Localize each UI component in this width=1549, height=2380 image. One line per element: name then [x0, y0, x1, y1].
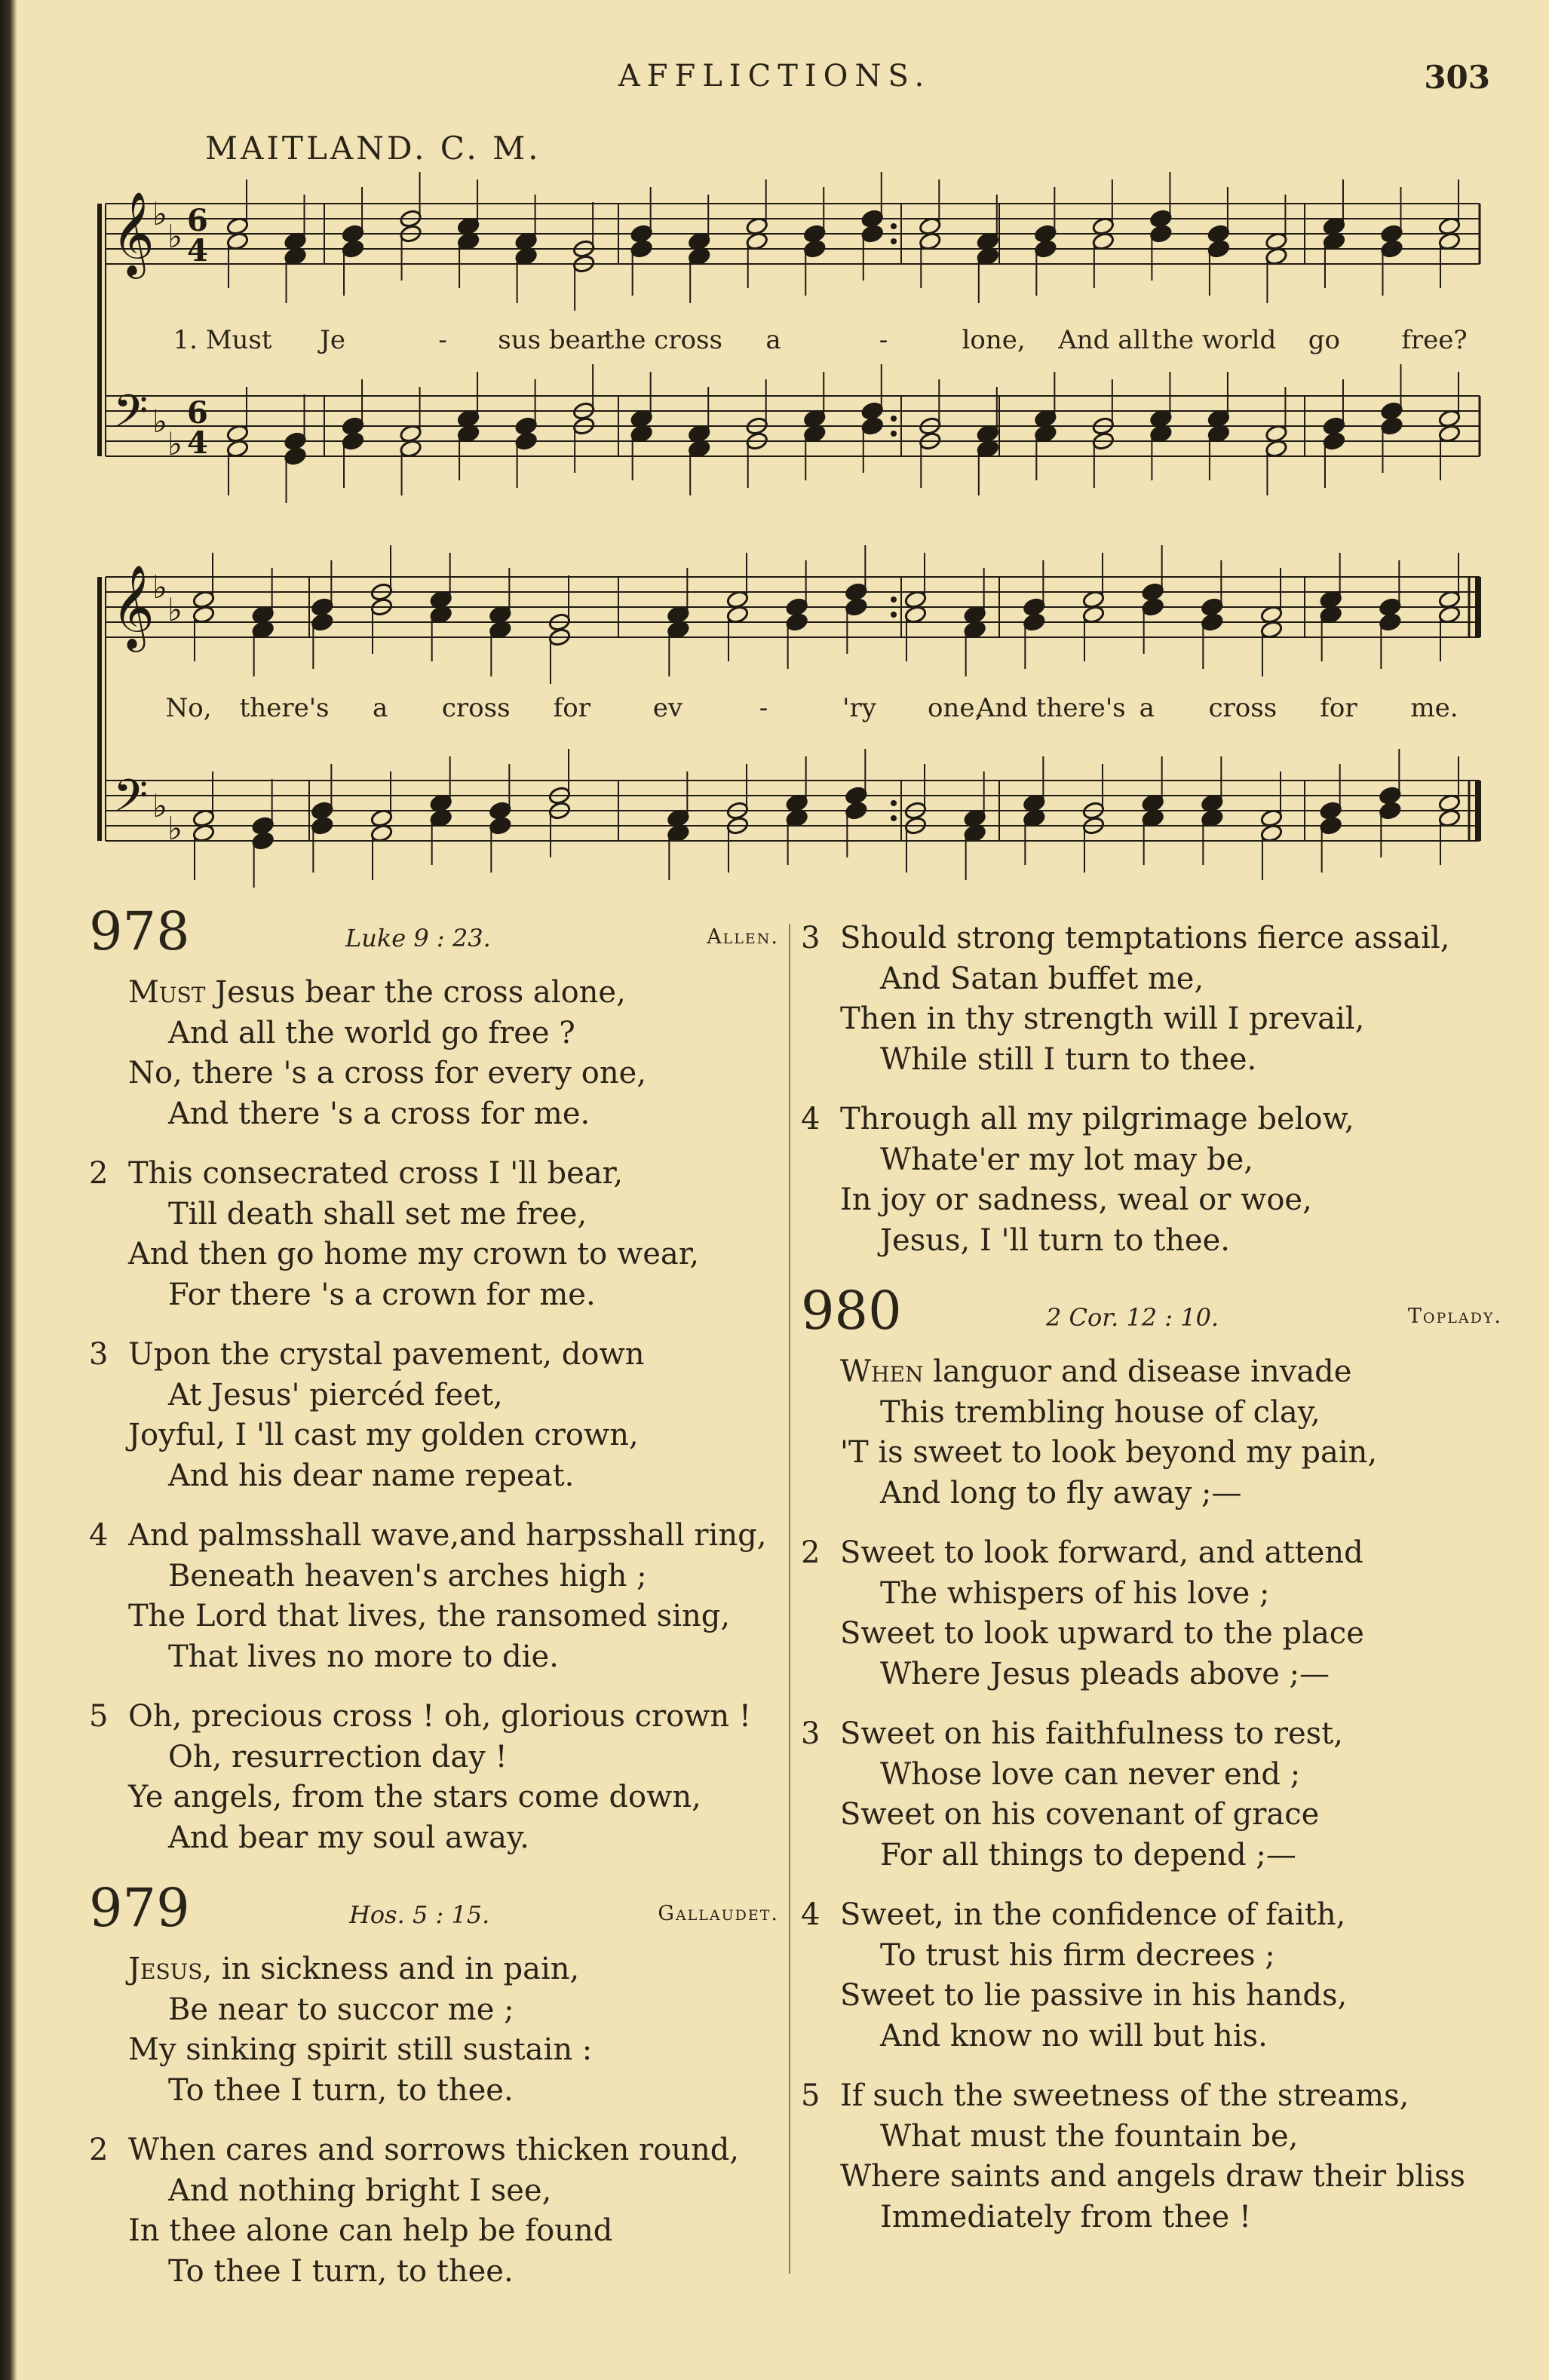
- verse-line: In thee alone can help be found: [128, 2213, 613, 2248]
- verse-line: The whispers of his love ;: [880, 1575, 1270, 1611]
- stanza-number: 2: [801, 1535, 821, 1570]
- verse-line: Ye angels, from the stars come down,: [128, 1780, 701, 1814]
- hymn-979: [89, 1878, 779, 2292]
- lyric-syllable: No,: [165, 693, 212, 723]
- hymn-978: [89, 901, 779, 1858]
- verse-line: To trust his firm decrees ;: [880, 1937, 1275, 1973]
- scripture-reference: Hos. 5 : 15.: [349, 1900, 490, 1929]
- lyric-syllable: -: [879, 325, 888, 355]
- lyric-syllable: there's: [239, 693, 330, 723]
- verse-line: Where saints and angels draw their bliss: [840, 2159, 1466, 2194]
- verse-line: Immediately from thee !: [880, 2199, 1252, 2234]
- verse-line: At Jesus' piercéd feet,: [168, 1377, 503, 1412]
- scripture-reference: 2 Cor. 12 : 10.: [1046, 1303, 1219, 1332]
- treble-notehead: [342, 224, 365, 244]
- left-column: [89, 901, 779, 2311]
- stanza-1: [801, 1352, 1502, 1514]
- stanza-5: [801, 2076, 1502, 2237]
- lyric-syllable: one,: [927, 693, 983, 723]
- verse-line: When cares and sorrows thicken round,: [128, 2133, 740, 2167]
- stanza-number: 4: [89, 1518, 109, 1553]
- bass-notehead: [1379, 786, 1402, 805]
- bass-clef-icon: 𝄢: [113, 769, 149, 833]
- treble-notehead: [1201, 597, 1224, 617]
- treble-notehead: [630, 224, 653, 244]
- bass-notehead: [489, 816, 512, 836]
- stanza-number: 5: [89, 1699, 109, 1734]
- stanza-2: [89, 1154, 779, 1315]
- repeat-dot: [891, 815, 897, 821]
- column-divider: [789, 924, 790, 2274]
- verse-line: To thee I turn, to thee.: [168, 2253, 514, 2289]
- verse-line: The Lord that lives, the ransomed sing,: [128, 1599, 731, 1633]
- treble-notehead: [803, 239, 827, 259]
- verse-line: In joy or sadness, weal or woe,: [840, 1182, 1312, 1217]
- bass-notehead: [284, 446, 307, 466]
- hymn-author: Allen.: [707, 925, 779, 949]
- verse-line: And all the world go free ?: [168, 1015, 575, 1050]
- lyric-syllable: free?: [1401, 325, 1468, 355]
- stanza-4: [801, 1100, 1502, 1261]
- stanza-number: 5: [801, 2078, 821, 2113]
- flat-icon: ♭: [167, 591, 183, 628]
- stanza-2: [801, 1533, 1502, 1695]
- verse-line: No, there 's a cross for every one,: [128, 1056, 647, 1090]
- verse-line: And palmsshall wave,and harpsshall ring,: [128, 1518, 767, 1553]
- lyric-syllable: And there's: [976, 693, 1126, 723]
- treble-notehead: [803, 224, 827, 244]
- verse-line: Should strong temptations fierce assail,: [840, 921, 1450, 955]
- bass-notehead: [1323, 416, 1346, 436]
- bass-time-denominator: 4: [187, 425, 208, 461]
- verse-line: And there 's a cross for me.: [168, 1096, 590, 1131]
- verse-line: And bear my soul away.: [168, 1820, 529, 1855]
- verse-line: And his dear name repeat.: [168, 1458, 575, 1493]
- bass-notehead: [489, 801, 512, 820]
- stanza-number: 4: [801, 1897, 821, 1932]
- bass-notehead: [860, 416, 884, 436]
- treble-notehead: [1379, 612, 1402, 632]
- right-column: [801, 919, 1502, 2257]
- lyric-syllable: And all: [1058, 325, 1150, 355]
- hymn-number: 978: [89, 900, 190, 962]
- lyric-syllable: lone,: [962, 325, 1026, 355]
- verse-line: Oh, precious cross ! oh, glorious crown !: [128, 1699, 751, 1734]
- music-score: [0, 0, 1549, 890]
- lyric-syllable: -: [759, 693, 768, 723]
- treble-notehead: [1207, 224, 1231, 244]
- section-header: AFFLICTIONS.: [618, 59, 931, 94]
- hymn-author: Gallaudet.: [658, 1902, 779, 1925]
- lyric-syllable: sus bear: [498, 325, 609, 355]
- repeat-dot: [891, 238, 897, 244]
- tune-title: MAITLAND. C. M.: [205, 130, 541, 167]
- verse-line: For all things to depend ;—: [880, 1837, 1296, 1872]
- bass-notehead: [1380, 401, 1403, 421]
- verse-line: And nothing bright I see,: [168, 2173, 552, 2208]
- hymn-author: Toplady.: [1407, 1305, 1502, 1328]
- stanza-3: [801, 919, 1502, 1080]
- lyric-syllable: 1. Must: [173, 325, 272, 355]
- treble-notehead: [1380, 224, 1403, 244]
- verse-line: Jesus, I 'll turn to thee.: [880, 1222, 1230, 1258]
- treble-time-denominator: 4: [187, 233, 208, 268]
- verse-line: Whose love can never end ;: [880, 1756, 1301, 1792]
- verse-line: Jesus, in sickness and in pain,: [128, 1952, 580, 1986]
- repeat-dot: [891, 416, 897, 422]
- stanza-3: [89, 1335, 779, 1496]
- bass-notehead: [342, 416, 365, 436]
- treble-notehead: [342, 239, 365, 259]
- verse-line: 'T is sweet to look beyond my pain,: [840, 1435, 1378, 1470]
- treble-clef-icon: 𝄞: [112, 564, 155, 649]
- verse-line: This consecrated cross I 'll bear,: [128, 1156, 624, 1191]
- verse-line: Till death shall set me free,: [168, 1196, 587, 1231]
- bass-notehead: [311, 801, 334, 820]
- flat-icon: ♭: [152, 195, 167, 232]
- bass-notehead: [845, 786, 868, 805]
- flat-icon: ♭: [152, 569, 167, 606]
- bass-notehead: [311, 816, 334, 836]
- bass-notehead: [1380, 416, 1403, 436]
- verse-line: To thee I turn, to thee.: [168, 2072, 514, 2108]
- treble-notehead: [1023, 597, 1046, 617]
- verse-line: And Satan buffet me,: [880, 961, 1204, 996]
- bass-time-numerator: 6: [187, 395, 208, 431]
- lyric-syllable: a: [1139, 693, 1155, 723]
- flat-icon: ♭: [167, 810, 183, 847]
- treble-notehead: [845, 597, 868, 617]
- verse-line: Sweet on his covenant of grace: [840, 1797, 1320, 1832]
- hymn-number: 979: [89, 1877, 190, 1939]
- treble-notehead: [1141, 582, 1164, 602]
- verse-line: Where Jesus pleads above ;—: [880, 1656, 1330, 1691]
- treble-notehead: [1379, 597, 1402, 617]
- bass-notehead: [251, 831, 275, 851]
- bass-notehead: [1319, 801, 1342, 820]
- verse-line: Sweet on his faithfulness to rest,: [840, 1716, 1343, 1751]
- bass-clef-icon: 𝄢: [113, 385, 149, 448]
- stanza-1: [89, 1949, 779, 2111]
- verse-line: Beneath heaven's arches high ;: [168, 1558, 647, 1593]
- verse-line: And know no will but his.: [880, 2018, 1268, 2053]
- flat-icon: ♭: [152, 403, 167, 440]
- bass-notehead: [251, 816, 275, 836]
- treble-notehead: [860, 209, 884, 228]
- verse-line: Sweet to look upward to the place: [840, 1616, 1364, 1651]
- stanza-number: 2: [89, 1156, 109, 1191]
- bass-notehead: [514, 431, 538, 451]
- stanza-number: 3: [89, 1337, 109, 1372]
- bass-notehead: [1323, 431, 1346, 451]
- repeat-dot: [891, 431, 897, 437]
- stanza-number: 4: [801, 1102, 821, 1136]
- flat-icon: ♭: [152, 787, 167, 824]
- lyric-syllable: the cross: [603, 325, 722, 355]
- verse-line: Joyful, I 'll cast my golden crown,: [128, 1418, 639, 1452]
- verse-line: Must Jesus bear the cross alone,: [128, 975, 626, 1010]
- treble-notehead: [785, 597, 808, 617]
- treble-notehead: [1149, 209, 1173, 228]
- verse-line: Upon the crystal pavement, down: [128, 1337, 645, 1372]
- lyric-syllable: Je: [320, 325, 345, 355]
- verse-line: Then in thy strength will I prevail,: [840, 1001, 1365, 1036]
- lyric-syllable: -: [438, 325, 447, 355]
- bass-notehead: [284, 431, 307, 451]
- lyric-syllable: me.: [1410, 693, 1459, 723]
- treble-notehead: [311, 612, 334, 632]
- score-system-1: [100, 172, 1480, 503]
- stanza-number: 3: [801, 921, 821, 955]
- verse-line: While still I turn to thee.: [880, 1041, 1257, 1077]
- stanza-2: [89, 2130, 779, 2292]
- treble-notehead: [1034, 224, 1057, 244]
- treble-notehead: [311, 597, 334, 617]
- treble-clef-icon: 𝄞: [112, 191, 155, 275]
- repeat-dot: [891, 597, 897, 603]
- repeat-dot: [891, 612, 897, 618]
- verse-line: If such the sweetness of the streams,: [840, 2078, 1409, 2113]
- repeat-dot: [891, 800, 897, 806]
- stanza-1: [89, 973, 779, 1134]
- bass-notehead: [860, 401, 884, 421]
- bass-notehead: [845, 801, 868, 820]
- lyric-syllable: a: [765, 325, 781, 355]
- hymn-980: [801, 1280, 1502, 2237]
- bass-notehead: [1319, 816, 1342, 836]
- treble-notehead: [1207, 239, 1231, 259]
- stanza-3: [801, 1714, 1502, 1875]
- lyric-syllable: a: [373, 693, 388, 723]
- stanza-4: [801, 1895, 1502, 2056]
- lyric-syllable: for: [553, 693, 590, 723]
- verse-line: Be near to succor me ;: [168, 1992, 514, 2027]
- treble-notehead: [1149, 224, 1173, 244]
- treble-time-numerator: 6: [187, 203, 208, 238]
- page-number: 303: [1424, 59, 1490, 96]
- repeat-dot: [891, 223, 897, 229]
- bass-notehead: [514, 416, 538, 436]
- verse-line: What must the fountain be,: [880, 2118, 1299, 2154]
- treble-notehead: [845, 582, 868, 602]
- stanza-5: [89, 1697, 779, 1858]
- treble-notehead: [1141, 597, 1164, 617]
- stanza-number: 3: [801, 1716, 821, 1751]
- lyric-syllable: for: [1320, 693, 1357, 723]
- verse-line: For there 's a crown for me.: [168, 1277, 596, 1312]
- verse-line: Sweet to look forward, and attend: [840, 1535, 1363, 1570]
- treble-notehead: [1201, 612, 1224, 632]
- verse-line: Sweet, in the confidence of faith,: [840, 1897, 1346, 1932]
- verse-line: Through all my pilgrimage below,: [840, 1102, 1354, 1136]
- verse-line: And then go home my crown to wear,: [128, 1237, 700, 1271]
- flat-icon: ♭: [167, 425, 183, 462]
- lyric-syllable: cross: [441, 693, 511, 723]
- stanza-4: [89, 1516, 779, 1677]
- treble-notehead: [860, 224, 884, 244]
- verse-line: When languor and disease invade: [840, 1354, 1352, 1389]
- treble-notehead: [1034, 239, 1057, 259]
- treble-notehead: [1380, 239, 1403, 259]
- scripture-reference: Luke 9 : 23.: [345, 924, 491, 952]
- verse-line: My sinking spirit still sustain :: [128, 2032, 593, 2067]
- lyric-syllable: the world: [1152, 325, 1277, 355]
- bass-notehead: [342, 431, 365, 451]
- verse-line: Oh, resurrection day !: [168, 1739, 508, 1774]
- lyric-syllable: ev: [652, 693, 683, 723]
- treble-notehead: [1023, 612, 1046, 632]
- treble-notehead: [630, 239, 653, 259]
- flat-icon: ♭: [167, 218, 183, 255]
- stanza-number: 2: [89, 2133, 109, 2167]
- verse-line: That lives no more to die.: [168, 1639, 559, 1674]
- verse-line: Whate'er my lot may be,: [880, 1142, 1253, 1177]
- verse-line: And long to fly away ;—: [880, 1475, 1242, 1511]
- lyric-syllable: 'ry: [842, 693, 876, 723]
- hymn-number: 980: [801, 1280, 902, 1342]
- verse-line: This trembling house of clay,: [880, 1394, 1320, 1430]
- lyric-syllable: cross: [1208, 693, 1278, 723]
- lyric-syllable: go: [1308, 325, 1341, 355]
- verse-line: Sweet to lie passive in his hands,: [840, 1978, 1348, 2013]
- score-system-2: [100, 545, 1480, 888]
- treble-notehead: [785, 612, 808, 632]
- bass-notehead: [1379, 801, 1402, 820]
